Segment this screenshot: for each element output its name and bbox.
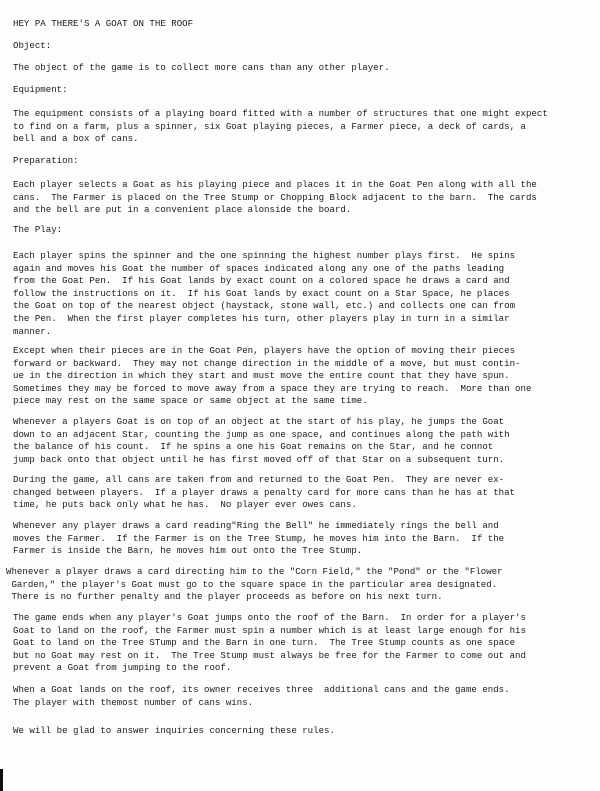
heading-preparation: Preparation: <box>13 155 79 166</box>
heading-object: Object: <box>13 40 52 51</box>
heading-equipment: Equipment: <box>13 84 68 95</box>
paragraph-preparation: Each player selects a Goat as his playing piece and places it in the Goat Pen along with all the cans. The Farmer is placed on the Tree Stump or Chopping Block adjacent to the barn. The cards and the bell are put in a convenient place alonside the board. <box>13 179 537 216</box>
scan-margin-mark <box>0 769 3 791</box>
paragraph-play-cans: During the game, all cans are taken from and returned to the Goat Pen. They are never ex- changed between players. If a player draws a penalty card for more cans than he has at that time, he puts back only what he has. No player ever owes cans. <box>13 474 516 511</box>
paragraph-play-bell: Whenever any player draws a card reading"Ring the Bell" he immediately rings the bell and moves the Farmer. If the Farmer is on the Tree Stump, he moves him into the Barn. If the Farmer is inside the Barn, he moves him out onto the Tree Stump. <box>13 520 505 557</box>
document-title: HEY PA THERE'S A GOAT ON THE ROOF <box>13 18 194 29</box>
paragraph-play-direction: Except when their pieces are in the Goat Pen, players have the option of moving their pieces forward or backward. They may not change direction in the middle of a move, but must contin- ue in the direction in which they start and must move the entire count that they have spun. Sometimes they may be forced to move away from a space they are trying to reach. More than one piece may rest on the same space or same object at the same time. <box>13 345 532 407</box>
paragraph-play-ending: The game ends when any player's Goat jumps onto the roof of the Barn. In order for a player's Goat to land on the roof, the Farmer must spin a number which is at least large enough for his Goat to land on the Tree STump and the Barn in one turn. The Tree Stump counts as one space but no Goat may rest on it. The Tree Stump must always be free for the Farmer to come out and prevent a Goat from jumping to the roof. <box>13 612 526 674</box>
closing-note: We will be glad to answer inquiries concerning these rules. <box>13 725 335 736</box>
paragraph-equipment: The equipment consists of a playing board fitted with a number of structures that one might expect to find on a farm, plus a spinner, six Goat playing pieces, a Farmer piece, a deck of cards, a bell and a box of cans. <box>13 108 548 145</box>
heading-the-play: The Play: <box>13 224 63 235</box>
paragraph-play-jumping: Whenever a players Goat is on top of an object at the start of his play, he jumps the Goat down to an adjacent Star, counting the jump as one space, and continues along the path with the balance of his count. If he spins a one his Goat remains on the Star, and he connot jump back onto that object until he has first moved off of that Star on a subsequent turn. <box>13 416 510 465</box>
paragraph-play-areas: Whenever a player draws a card directing him to the "Corn Field," the "Pond" or the "Flower Garden," the player's Goat must go to the square space in the particular area designated. There is no further penalty and the player proceeds as before on his next turn. <box>6 566 503 603</box>
paragraph-object: The object of the game is to collect more cans than any other player. <box>13 62 390 73</box>
paragraph-play-spinning: Each player spins the spinner and the one spinning the highest number plays first. He spins again and moves his Goat the number of spaces indicated along any one of the paths leading from the Goat Pen. If his Goat lands by exact count on a colored space he draws a card and follow the instructions on it. If his Goat lands by exact count on a Star Space, he places the Goat on top of the nearest object (haystack, stone wall, etc.) and collects one can from the Pen. When the first player completes his turn, other players play in turn in a similar manner. <box>13 250 516 337</box>
paragraph-play-winning: When a Goat lands on the roof, its owner receives three additional cans and the game ends. The player with themost number of cans wins. <box>13 684 510 708</box>
